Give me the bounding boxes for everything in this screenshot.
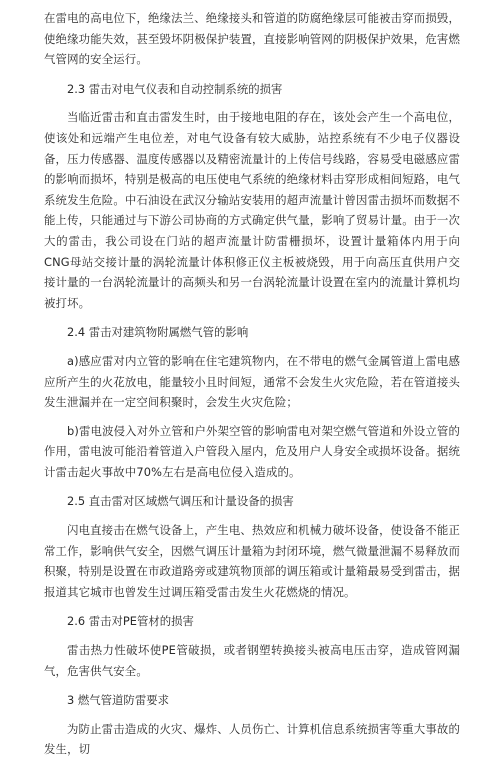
section-heading-2-3: 2.3 雷击对电气仪表和自动控制系统的损害: [67, 81, 283, 96]
section-heading-2-5: 2.5 直击雷对区域燃气调压和计量设备的损害: [67, 494, 294, 509]
section-heading-2-4: 2.4 雷击对建筑物附属燃气管的影响: [67, 325, 249, 340]
paragraph-2-5: 闪电直接击在燃气设备上，产生电、热效应和机械力破坏设备，使设备不能正常工作，影响供气安全，因燃气调压计量箱为封闭环境，燃气微量泄漏不易释放而积聚，特别是设置在市政道路旁或建筑物顶部的调压箱或计量箱最易受到雷击，据报道其它城市也曾发生过调压箱受雷击发生火花燃烧的情况。: [44, 523, 460, 599]
paragraph-2-3: 当临近雷击和直击雷发生时，由于接地电阻的存在，该处会产生一个高电位，使该处和远端产生电位差，对电气设备有较大威胁，站控系统有不少电子仪器设备，压力传感器、温度传感器以及精密流量计的上传信号线路，容易受电磁感应雷的影响而损坏，特别是极高的电压使电气系统的绝缘材料击穿形成相间短路，电气系统发生危险。中石油设在武汉分输站安装用的超声流量计曾因雷击损坏而数据不能上传，只能通过与下游公司协商的方式确定供气量，影响了贸易计量。由于一次大的雷击，我公司设在门站的超声流量计防雷栅损坏，设置计量箱体内用于向CNG母站交接计量的涡轮流量计体积修正仪主板被烧毁，用于向高压直供用户交接计量的一台涡轮流量计的高频头和另一台涡轮流量计设置在室内的流量计算机均被打坏。: [44, 110, 460, 310]
paragraph-intro: 在雷电的高电位下，绝缘法兰、绝缘接头和管道的防腐绝缘层可能被击穿而损毁，使绝缘功能失效，甚至毁坏阴极保护装置，直接影响管网的阴极保护效果，危害燃气管网的安全运行。: [44, 11, 460, 67]
paragraph-2-4-b: b)雷电波侵入对外立管和户外架空管的影响雷电对架空燃气管道和外设立管的作用，雷电波可能沿着管道入户管段入屋内，危及用户人身安全或损坏设备。据统计雷击起火事故中70%左右是高电位侵入造成的。: [44, 423, 460, 479]
section-heading-3: 3 燃气管道防雷要求: [67, 693, 169, 708]
paragraph-2-6: 雷击热力性破坏使PE管破损，或者钢塑转换接头被高电压击穿，造成管网漏气，危害供气安全。: [44, 643, 460, 678]
document-page: [44, 8, 460, 760]
paragraph-2-4-a: a)感应雷对内立管的影响在住宅建筑物内，在不带电的燃气金属管道上雷电感应所产生的火花放电，能量较小且时间短，通常不会发生火灾危险，若在管道接头发生泄漏并在一定空间积聚时，会发生火灾危险；: [44, 353, 460, 410]
paragraph-3: 为防止雷击造成的火灾、爆炸、人员伤亡、计算机信息系统损害等重大事故的发生，切: [44, 721, 460, 757]
section-heading-2-6: 2.6 雷击对PE管材的损害: [67, 614, 194, 629]
